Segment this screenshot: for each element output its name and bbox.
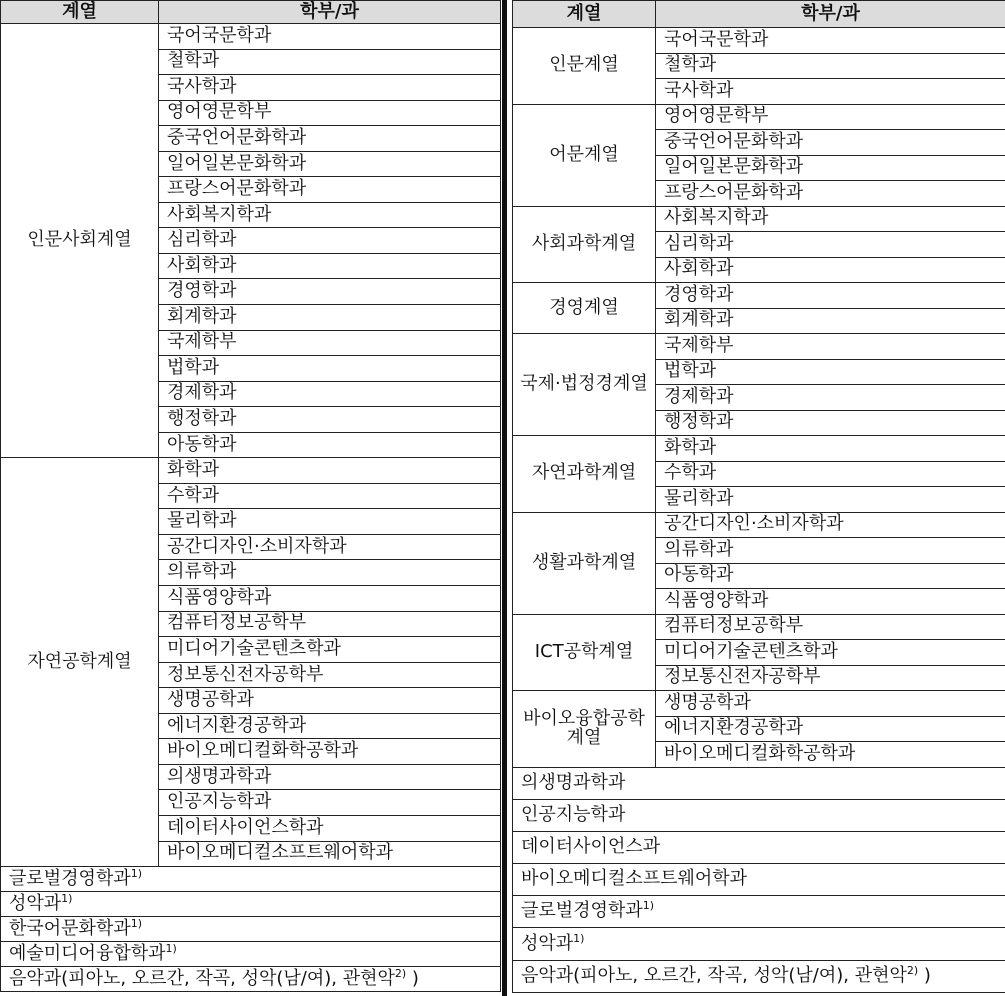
- table-row: [1, 892, 501, 917]
- table-row: [513, 334, 1005, 360]
- department-cell: 심리학과: [159, 228, 501, 254]
- table-row: [513, 104, 1005, 130]
- department-cell: 정보통신전자공학부: [656, 665, 1005, 691]
- right-department-table-panel: [512, 0, 1005, 993]
- department-cell: 에너지환경공학과: [656, 716, 1005, 742]
- table-row: [513, 206, 1005, 232]
- department-cell: 국사학과: [656, 79, 1005, 105]
- table-row: [513, 28, 1005, 54]
- department-cell: 중국언어문화학과: [159, 126, 501, 152]
- full-width-department-cell: [513, 864, 1005, 896]
- footnote-marker: 1): [130, 866, 143, 880]
- department-cell: 사회복지학과: [656, 206, 1005, 232]
- table-row: [1, 967, 501, 992]
- department-cell: 사회학과: [656, 257, 1005, 283]
- full-width-department-cell: [513, 831, 1005, 863]
- department-cell: 미디어기술콘텐츠학과: [656, 640, 1005, 666]
- table-row: [513, 691, 1005, 717]
- department-cell: 의생명과학과: [159, 764, 501, 790]
- department-cell: 철학과: [656, 53, 1005, 79]
- department-cell: 화학과: [656, 436, 1005, 462]
- department-cell: 법학과: [159, 356, 501, 382]
- department-cell: 사회복지학과: [159, 202, 501, 228]
- header-row: [513, 1, 1005, 28]
- department-cell: 식품영양학과: [159, 586, 501, 612]
- department-cell: 사회학과: [159, 253, 501, 279]
- department-cell: 생명공학과: [656, 691, 1005, 717]
- table-row: [513, 283, 1005, 309]
- category-cell: 경영계열: [513, 283, 656, 334]
- department-cell: 수학과: [159, 483, 501, 509]
- department-cell: 정보통신전자공학부: [159, 662, 501, 688]
- department-cell: 일어일본문화학과: [159, 151, 501, 177]
- footnote-marker: 1): [61, 891, 73, 905]
- header-category: 계열: [1, 1, 159, 24]
- full-width-department-cell: [513, 928, 1005, 960]
- department-cell: 경제학과: [159, 381, 501, 407]
- department-cell: 중국언어문화학과: [656, 130, 1005, 156]
- table-row: [513, 799, 1005, 831]
- category-cell: 생활과학계열: [513, 512, 656, 614]
- category-cell: 국제·법정경계열: [513, 334, 656, 436]
- department-cell: 바이오메디컬화학공학과: [656, 742, 1005, 768]
- department-cell: 물리학과: [656, 487, 1005, 513]
- department-cell: 일어일본문화학과: [656, 155, 1005, 181]
- department-cell: 바이오메디컬화학공학과: [159, 739, 501, 765]
- department-cell: 영어영문학부: [656, 104, 1005, 130]
- department-name: 인공지능학과: [521, 803, 626, 825]
- department-cell: 국제학부: [159, 330, 501, 356]
- footnote-marker: 1): [642, 899, 655, 913]
- full-width-department-cell: [513, 960, 1005, 992]
- category-cell: 인문사회계열: [1, 24, 159, 458]
- department-cell: 철학과: [159, 49, 501, 75]
- department-cell: 프랑스어문화학과: [159, 177, 501, 203]
- table-row: [513, 831, 1005, 863]
- department-cell: 바이오메디컬소프트웨어학과: [159, 841, 501, 867]
- left-department-table: [0, 0, 501, 992]
- category-cell: 사회과학계열: [513, 206, 656, 283]
- table-row: [513, 767, 1005, 799]
- full-width-department-cell: [1, 892, 501, 917]
- category-cell: 인문계열: [513, 28, 656, 105]
- header-category: 계열: [513, 1, 656, 28]
- department-cell: 물리학과: [159, 509, 501, 535]
- full-width-department-cell: [1, 942, 501, 967]
- category-cell: ICT공학계열: [513, 614, 656, 691]
- header-department: 학부/과: [656, 1, 1005, 28]
- table-row: [1, 24, 501, 50]
- category-cell: 바이오융합공학계열: [513, 691, 656, 768]
- department-name: 바이오메디컬소프트웨어학과: [521, 868, 748, 890]
- full-width-department-cell: [1, 967, 501, 992]
- department-name: 성악과: [9, 892, 62, 914]
- department-cell: 회계학과: [656, 308, 1005, 334]
- footnote-marker: 2): [906, 963, 919, 977]
- department-cell: 경영학과: [159, 279, 501, 305]
- table-row: [1, 917, 501, 942]
- department-cell: 프랑스어문화학과: [656, 181, 1005, 207]
- department-cell: 아동학과: [656, 563, 1005, 589]
- department-cell: 식품영양학과: [656, 589, 1005, 615]
- table-row: [513, 512, 1005, 538]
- department-name: 한국어문화학과: [9, 917, 131, 939]
- department-cell: 심리학과: [656, 232, 1005, 258]
- panel-divider: [502, 0, 507, 996]
- department-cell: 컴퓨터정보공학부: [656, 614, 1005, 640]
- department-cell: 의류학과: [159, 560, 501, 586]
- department-cell: 공간디자인·소비자학과: [656, 512, 1005, 538]
- department-cell: 국어국문학과: [159, 24, 501, 50]
- table-row: [513, 928, 1005, 960]
- table-row: [1, 458, 501, 484]
- category-cell: 자연과학계열: [513, 436, 656, 513]
- department-cell: 생명공학과: [159, 688, 501, 714]
- department-name: 데이터사이언스과: [521, 836, 661, 858]
- table-row: [1, 942, 501, 967]
- table-row: [513, 960, 1005, 992]
- department-cell: 데이터사이언스학과: [159, 815, 501, 841]
- table-row: [1, 867, 501, 892]
- department-cell: 의류학과: [656, 538, 1005, 564]
- department-cell: 에너지환경공학과: [159, 713, 501, 739]
- full-width-department-cell: [513, 799, 1005, 831]
- department-name: 글로벌경영학과: [9, 867, 131, 889]
- department-cell: 공간디자인·소비자학과: [159, 534, 501, 560]
- header-department: 학부/과: [159, 1, 501, 24]
- department-cell: 미디어기술콘텐츠학과: [159, 637, 501, 663]
- full-width-department-cell: [1, 867, 501, 892]
- department-cell: 수학과: [656, 461, 1005, 487]
- department-cell: 영어영문학부: [159, 100, 501, 126]
- department-cell: 법학과: [656, 359, 1005, 385]
- department-cell: 행정학과: [656, 410, 1005, 436]
- department-name: 성악과: [521, 932, 574, 954]
- full-width-department-cell: [513, 896, 1005, 928]
- department-cell: 화학과: [159, 458, 501, 484]
- left-department-table-panel: [0, 0, 500, 992]
- footnote-marker: 1): [130, 916, 143, 930]
- department-name: 음악과(피아노, 오르간, 작곡, 성악(남/여), 관현악: [9, 967, 395, 989]
- table-row: [513, 614, 1005, 640]
- category-cell: 어문계열: [513, 104, 656, 206]
- footnote-marker: 2): [394, 966, 407, 980]
- full-width-department-cell: [1, 917, 501, 942]
- department-cell: 아동학과: [159, 432, 501, 458]
- department-cell: 국사학과: [159, 75, 501, 101]
- department-suffix: ): [406, 967, 419, 989]
- department-cell: 경영학과: [656, 283, 1005, 309]
- department-name: 예술미디어융합학과: [9, 942, 166, 964]
- footnote-marker: 1): [165, 941, 177, 955]
- category-cell: 자연공학계열: [1, 458, 159, 867]
- table-row: [513, 436, 1005, 462]
- department-name: 음악과(피아노, 오르간, 작곡, 성악(남/여), 관현악: [521, 964, 907, 986]
- department-name: 의생명과학과: [521, 771, 626, 793]
- department-cell: 경제학과: [656, 385, 1005, 411]
- table-row: [513, 896, 1005, 928]
- department-name: 글로벌경영학과: [521, 900, 643, 922]
- right-department-table: [512, 0, 1005, 993]
- table-row: [513, 864, 1005, 896]
- department-cell: 행정학과: [159, 407, 501, 433]
- full-width-department-cell: [513, 767, 1005, 799]
- department-suffix: ): [918, 964, 931, 986]
- department-cell: 국제학부: [656, 334, 1005, 360]
- footnote-marker: 1): [573, 931, 585, 945]
- department-cell: 인공지능학과: [159, 790, 501, 816]
- department-cell: 컴퓨터정보공학부: [159, 611, 501, 637]
- header-row: [1, 1, 501, 24]
- department-cell: 국어국문학과: [656, 28, 1005, 54]
- department-cell: 회계학과: [159, 305, 501, 331]
